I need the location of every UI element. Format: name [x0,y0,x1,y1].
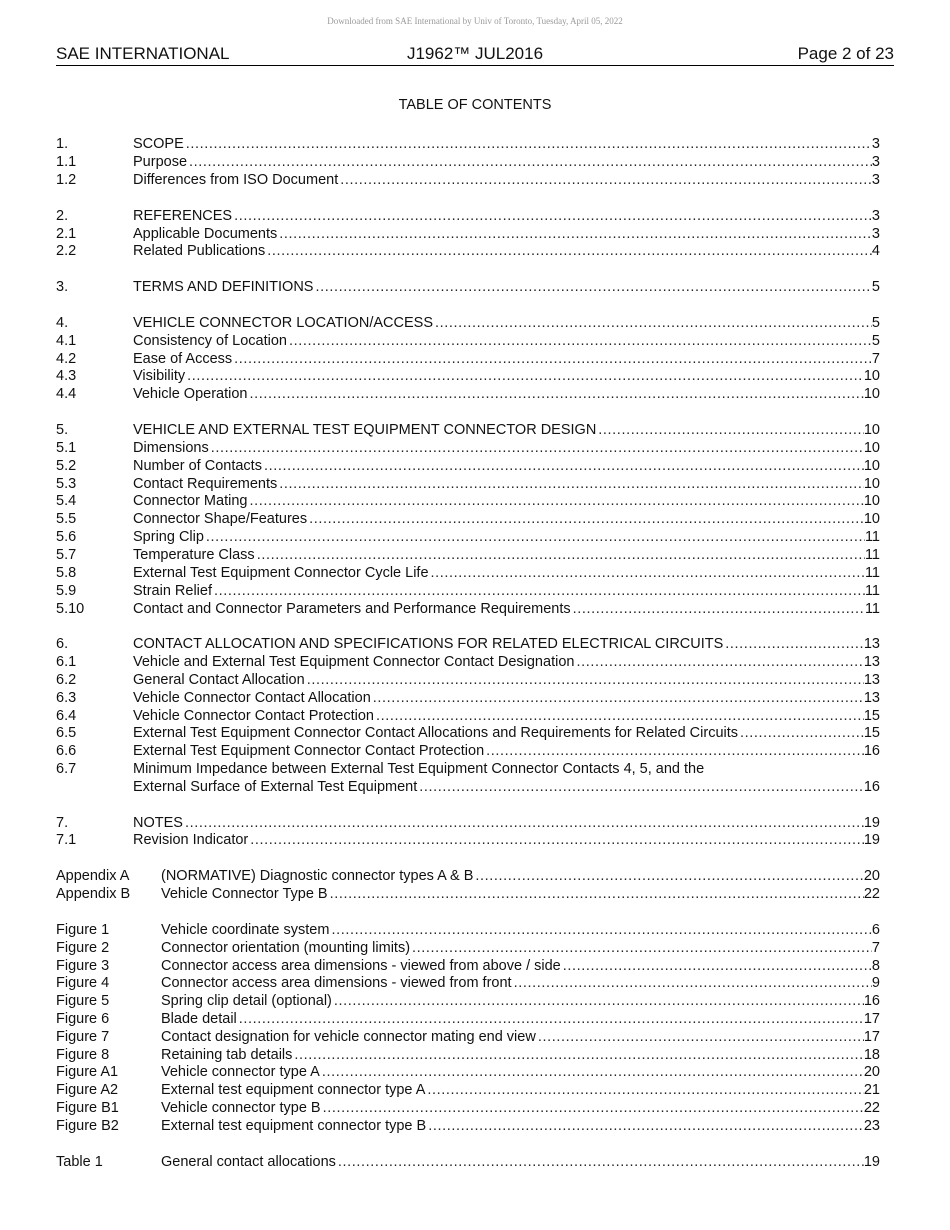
header-page-number: Page 2 of 23 [797,44,894,63]
toc-entry-number: 6.6 [56,743,77,759]
toc-entry[interactable] [56,867,880,885]
toc-dot-leader [239,1010,864,1028]
toc-dot-leader [435,314,872,332]
toc-entry-title: Contact Requirements [133,476,278,492]
toc-entry-number: Figure 6 [56,1011,110,1027]
toc-dot-leader [330,885,864,903]
toc-entry[interactable] [56,546,880,564]
toc-entry-title: Retaining tab details [161,1047,293,1063]
toc-dot-leader [725,635,864,653]
toc-entry-title: Number of Contacts [133,458,262,474]
toc-entry[interactable] [56,582,880,600]
toc-entry-page: 15 [863,708,880,724]
toc-dot-leader [294,1046,863,1064]
toc-entry-title: Temperature Class [133,547,255,563]
toc-entry[interactable] [56,278,880,296]
toc-entry-number: 5.1 [56,440,77,456]
toc-dot-leader [264,457,864,475]
toc-entry-page: 18 [863,1047,880,1063]
toc-entry[interactable] [56,385,880,403]
toc-dot-leader [514,974,872,992]
toc-entry[interactable] [56,635,880,653]
toc-entry[interactable] [56,439,880,457]
toc-entry-page: 6 [871,922,880,938]
toc-entry[interactable] [56,332,880,350]
toc-entry-title: Spring clip detail (optional) [161,993,332,1009]
toc-entry-page: 5 [871,333,880,349]
toc-entry-number: 5.8 [56,565,77,581]
toc-entry-number: Figure 8 [56,1047,110,1063]
toc-dot-leader [576,653,863,671]
toc-dot-leader [427,1081,863,1099]
toc-entry-number: Figure B2 [56,1118,119,1134]
toc-entry[interactable] [56,671,880,689]
toc-entry-title: Strain Relief [133,583,212,599]
toc-entry-title: Vehicle Connector Contact Protection [133,708,374,724]
toc-entry-number: Figure A2 [56,1082,119,1098]
header-organization: SAE INTERNATIONAL [56,44,230,63]
toc-entry-page: 10 [863,493,880,509]
toc-entry-title: External test equipment connector type A [161,1082,426,1098]
toc-entry-page: 10 [863,476,880,492]
toc-dot-leader [431,564,865,582]
toc-entry-page: 13 [863,690,880,706]
toc-entry-page: 20 [863,868,880,884]
toc-entry-page: 10 [863,511,880,527]
toc-entry-page: 3 [871,226,880,242]
toc-entry-number: Figure 1 [56,922,110,938]
toc-dot-leader [334,992,864,1010]
toc-entry-page: 16 [863,779,880,795]
toc-entry[interactable] [56,475,880,493]
toc-dot-leader [419,778,864,796]
toc-entry-title: (NORMATIVE) Diagnostic connector types A & B [161,868,474,884]
toc-entry[interactable] [56,707,880,725]
toc-entry[interactable] [56,831,880,849]
toc-entry-number: 6.4 [56,708,77,724]
toc-entry-page: 7 [871,940,880,956]
toc-entry-title: Visibility [133,368,186,384]
page-header [56,44,894,66]
toc-dot-leader [257,546,865,564]
toc-entry-number: 5.10 [56,601,85,617]
toc-dot-leader [322,1063,864,1081]
toc-entry-page: 23 [863,1118,880,1134]
toc-entry-number: Appendix B [56,886,131,902]
toc-entry-page: 10 [863,458,880,474]
toc-dot-leader [267,242,872,260]
toc-entry-page: 9 [871,975,880,991]
toc-entry[interactable] [56,992,880,1010]
toc-entry-page: 4 [871,243,880,259]
toc-entry-page: 10 [863,440,880,456]
toc-dot-leader [234,350,872,368]
toc-dot-leader [249,492,863,510]
toc-entry-title: General Contact Allocation [133,672,305,688]
toc-entry-title: Vehicle connector type B [161,1100,321,1116]
toc-entry-number: 6.5 [56,725,77,741]
toc-entry[interactable] [56,600,880,618]
toc-entry-page: 3 [871,208,880,224]
toc-entry[interactable] [56,974,880,992]
toc-entry-page: 5 [871,279,880,295]
toc-dot-leader [249,385,863,403]
toc-entry[interactable] [56,814,880,832]
toc-entry-number: 4.1 [56,333,77,349]
toc-dot-leader [475,867,863,885]
toc-entry-number: 2.1 [56,226,77,242]
toc-entry-page: 13 [863,636,880,652]
toc-entry-page: 20 [863,1064,880,1080]
toc-entry-title: Contact designation for vehicle connector mating end view [161,1029,536,1045]
toc-entry-title: External test equipment connector type B [161,1118,427,1134]
toc-entry-number: 4. [56,315,69,331]
toc-entry-page: 7 [871,351,880,367]
toc-dot-leader [187,367,864,385]
toc-entry-page: 11 [864,529,880,545]
toc-dot-leader [214,582,865,600]
toc-dot-leader [563,957,872,975]
toc-entry-number: Figure 2 [56,940,110,956]
toc-entry[interactable] [56,1010,880,1028]
toc-entry-number: 1.1 [56,154,77,170]
toc-entry[interactable] [56,135,880,153]
toc-entry[interactable] [56,242,880,260]
toc-entry-page: 17 [863,1029,880,1045]
toc-entry-number: 1. [56,136,69,152]
toc-entry-title: Connector access area dimensions - viewed from front [161,975,512,991]
toc-entry-number: Figure 4 [56,975,110,991]
toc-entry[interactable] [56,1046,880,1064]
toc-dot-leader [340,171,872,189]
toc-dot-leader [573,600,865,618]
toc-entry-page: 3 [871,172,880,188]
header-document-id: J1962™ JUL2016 [406,44,544,63]
toc-entry-page: 8 [871,958,880,974]
toc-entry-title: Spring Clip [133,529,204,545]
toc-entry-page: 21 [863,1082,880,1098]
toc-entry-page: 19 [863,1154,880,1170]
toc-dot-leader [740,724,864,742]
toc-dot-leader [234,207,872,225]
toc-entry[interactable] [56,1099,880,1117]
toc-dot-leader [376,707,864,725]
toc-entry-title: External Test Equipment Connector Cycle Life [133,565,429,581]
toc-entry-number: 5.3 [56,476,77,492]
toc-entry-number: Figure A1 [56,1064,119,1080]
toc-title: TABLE OF CONTENTS [398,97,552,113]
toc-entry-number: 7. [56,815,69,831]
toc-entry-title: VEHICLE CONNECTOR LOCATION/ACCESS [133,315,433,331]
toc-entry[interactable] [56,350,880,368]
toc-entry-page: 11 [864,547,880,563]
toc-entry-title: SCOPE [133,136,184,152]
toc-dot-leader [412,939,872,957]
toc-dot-leader [211,439,864,457]
toc-entry-title: Purpose [133,154,188,170]
toc-entry[interactable] [56,492,880,510]
toc-entry-page: 11 [864,565,880,581]
toc-entry-number: 6.7 [56,761,77,777]
toc-entry-title: Vehicle Connector Type B [161,886,328,902]
toc-entry-page: 10 [863,368,880,384]
toc-entry[interactable] [56,742,880,760]
toc-entry-title: Revision Indicator [133,832,249,848]
toc-entry[interactable] [56,564,880,582]
toc-entry-page: 19 [863,832,880,848]
toc-entry-title: REFERENCES [133,208,233,224]
toc-entry-page: 22 [863,886,880,902]
toc-entry-number: 2. [56,208,69,224]
toc-entry-page: 10 [863,422,880,438]
toc-dot-leader [186,135,872,153]
toc-entry-title: VEHICLE AND EXTERNAL TEST EQUIPMENT CONNECTOR DESIGN [133,422,597,438]
toc-entry-number: 6.2 [56,672,77,688]
toc-entry-page: 13 [863,654,880,670]
toc-entry[interactable] [56,510,880,528]
toc-entry[interactable] [56,1117,880,1135]
toc-dot-leader [206,528,865,546]
toc-entry-page: 3 [871,154,880,170]
toc-entry-number: 5.5 [56,511,77,527]
toc-entry-title: Vehicle Connector Contact Allocation [133,690,371,706]
toc-entry-number: Table 1 [56,1154,103,1170]
toc-entry[interactable] [56,1081,880,1099]
toc-entry[interactable] [56,367,880,385]
download-notice: Downloaded from SAE International by Univ of Toronto, Tuesday, April 05, 2022 [327,16,623,26]
toc-entry-number: 3. [56,279,69,295]
toc-entry-title: Related Publications [133,243,266,259]
toc-entry-title: External Test Equipment Connector Contact Allocations and Requirements for Related Circuits [133,725,739,741]
toc-entry-number: Figure B1 [56,1100,119,1116]
toc-dot-leader [598,421,864,439]
toc-entry[interactable] [56,314,880,332]
toc-dot-leader [331,921,871,939]
toc-entry-number: 5.4 [56,493,77,509]
toc-entry-title: Connector access area dimensions - viewed from above / side [161,958,561,974]
toc-entry-number: Appendix A [56,868,130,884]
toc-entry-page: 15 [863,725,880,741]
toc-dot-leader [309,510,864,528]
toc-entry-title: Vehicle coordinate system [161,922,330,938]
toc-entry-title: Applicable Documents [133,226,278,242]
toc-dot-leader [486,742,864,760]
toc-entry-page: 17 [863,1011,880,1027]
toc-entry-title: Dimensions [133,440,209,456]
toc-entry-title: Contact and Connector Parameters and Performance Requirements [133,601,571,617]
toc-entry-page: 19 [863,815,880,831]
toc-entry-number: Figure 5 [56,993,110,1009]
toc-entry[interactable] [56,421,880,439]
toc-entry-title: Ease of Access [133,351,233,367]
toc-entry-title: Differences from ISO Document [133,172,339,188]
toc-dot-leader [538,1028,864,1046]
toc-entry-title: Vehicle Operation [133,386,248,402]
toc-dot-leader [428,1117,864,1135]
toc-dot-leader [338,1153,864,1171]
toc-entry[interactable] [56,778,880,796]
toc-entry[interactable] [56,1153,880,1171]
toc-entry[interactable] [56,885,880,903]
toc-entry-number: 5. [56,422,69,438]
toc-dot-leader [315,278,871,296]
toc-entry[interactable] [56,1028,880,1046]
toc-entry-number: 6.1 [56,654,77,670]
toc-entry[interactable] [56,760,880,778]
toc-entry-page: 5 [871,315,880,331]
toc-dot-leader [289,332,872,350]
toc-entry-number: Figure 3 [56,958,110,974]
toc-entry-page: 11 [864,583,880,599]
toc-entry[interactable] [56,724,880,742]
toc-entry[interactable] [56,689,880,707]
toc-entry[interactable] [56,225,880,243]
toc-entry[interactable] [56,653,880,671]
toc-entry[interactable] [56,957,880,975]
toc-entry-title: Vehicle connector type A [161,1064,320,1080]
toc-entry[interactable] [56,528,880,546]
toc-entry[interactable] [56,457,880,475]
toc-entry[interactable] [56,921,880,939]
toc-entry-title: CONTACT ALLOCATION AND SPECIFICATIONS FOR RELATED ELECTRICAL CIRCUITS [133,636,724,652]
toc-entry-title: Connector orientation (mounting limits) [161,940,411,956]
toc-entry[interactable] [56,1063,880,1081]
toc-entry-title: External Surface of External Test Equipment [133,779,418,795]
toc-entry-page: 16 [863,993,880,1009]
toc-entry-title: Consistency of Location [133,333,287,349]
toc-dot-leader [250,831,864,849]
toc-dot-leader [185,814,864,832]
toc-entry-page: 13 [863,672,880,688]
toc-entry-page: 3 [871,136,880,152]
toc-entry-number: 5.7 [56,547,77,563]
toc-entry-title: Blade detail [161,1011,237,1027]
toc-entry-page: 22 [863,1100,880,1116]
toc-entry-title: Minimum Impedance between External Test Equipment Connector Contacts 4, 5, and the [133,761,705,777]
toc-entry-title: NOTES [133,815,183,831]
toc-entry-title: Connector Mating [133,493,248,509]
toc-entry-page: 11 [864,601,880,617]
toc-entry-title: TERMS AND DEFINITIONS [133,279,314,295]
toc-entry-title: General contact allocations [161,1154,336,1170]
toc-entry-number: 2.2 [56,243,77,259]
toc-entry-number: 1.2 [56,172,77,188]
toc-entry-title: Connector Shape/Features [133,511,308,527]
toc-entry-number: 4.3 [56,368,77,384]
toc-entry-number: 5.2 [56,458,77,474]
toc-entry-page: 10 [863,386,880,402]
toc-dot-leader [323,1099,864,1117]
toc-entry-number: 5.9 [56,583,77,599]
toc-dot-leader [373,689,864,707]
toc-entry[interactable] [56,939,880,957]
toc-dot-leader [279,475,864,493]
toc-entry-number: 6.3 [56,690,77,706]
toc-entry-number: 4.4 [56,386,77,402]
toc-entry-number: 7.1 [56,832,77,848]
toc-entry-number: Figure 7 [56,1029,110,1045]
toc-entry-number: 5.6 [56,529,77,545]
toc-dot-leader [307,671,864,689]
toc-entry-number: 4.2 [56,351,77,367]
toc-entry[interactable] [56,171,880,189]
toc-entry[interactable] [56,153,880,171]
toc-entry-page: 16 [863,743,880,759]
toc-dot-leader [189,153,872,171]
toc-entry-title: External Test Equipment Connector Contact Protection [133,743,485,759]
toc-entry-number: 6. [56,636,69,652]
toc-entry[interactable] [56,207,880,225]
toc-entry-title: Vehicle and External Test Equipment Connector Contact Designation [133,654,575,670]
toc-dot-leader [279,225,872,243]
